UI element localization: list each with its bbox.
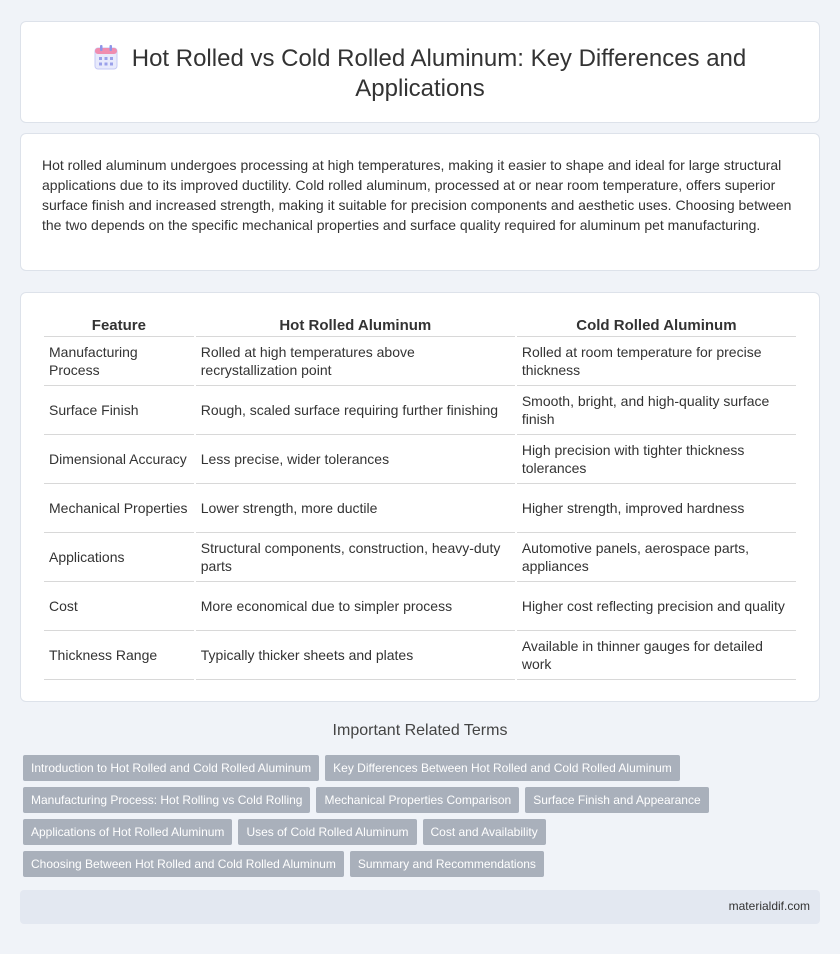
- cold-rolled-cell: Automotive panels, aerospace parts, appliances: [517, 533, 796, 582]
- related-term-link[interactable]: Choosing Between Hot Rolled and Cold Rolled Aluminum: [23, 851, 344, 877]
- page-title: [81, 44, 759, 104]
- hot-rolled-cell: Lower strength, more ductile: [196, 484, 515, 533]
- hot-rolled-cell: Rolled at high temperatures above recrystallization point: [196, 337, 515, 386]
- table-row: [44, 582, 796, 631]
- hot-rolled-cell: More economical due to simpler process: [196, 582, 515, 631]
- table-row: [44, 386, 796, 435]
- cold-rolled-cell: Higher strength, improved hardness: [517, 484, 796, 533]
- intro-paragraph: Hot rolled aluminum undergoes processing at high temperatures, making it easier to shape and ideal for large structural applications due to its improved ductility. Cold rolled aluminum, processed at or near room temperature, offers superior surface finish and increased strength, making it suitable for precision components and aesthetic uses. Choosing between the two depends on the specific mechanical properties and surface quality required for aluminum pet manufacturing.: [42, 157, 792, 233]
- feature-cell: Dimensional Accuracy: [44, 435, 194, 484]
- cold-rolled-cell: Rolled at room temperature for precise thickness: [517, 337, 796, 386]
- table-row: [44, 533, 796, 582]
- footer-site-link[interactable]: materialdif.com: [728, 899, 810, 913]
- related-term-link[interactable]: Applications of Hot Rolled Aluminum: [23, 819, 232, 845]
- related-term-link[interactable]: Cost and Availability: [423, 819, 546, 845]
- cold-rolled-cell: Smooth, bright, and high-quality surface finish: [517, 386, 796, 435]
- hot-rolled-cell: Structural components, construction, heavy-duty parts: [196, 533, 515, 582]
- related-term-link[interactable]: Introduction to Hot Rolled and Cold Rolled Aluminum: [23, 755, 319, 781]
- calendar-icon: [94, 44, 118, 70]
- related-terms-title: Important Related Terms: [332, 722, 508, 739]
- related-term-link[interactable]: Key Differences Between Hot Rolled and Cold Rolled Aluminum: [325, 755, 680, 781]
- related-term-link[interactable]: Mechanical Properties Comparison: [316, 787, 519, 813]
- feature-cell: Mechanical Properties: [44, 484, 194, 533]
- intro-card: [20, 133, 820, 271]
- hot-rolled-cell: Rough, scaled surface requiring further finishing: [196, 386, 515, 435]
- header-cold-rolled: Cold Rolled Aluminum: [517, 315, 796, 337]
- header-feature: Feature: [44, 315, 194, 337]
- related-term-link[interactable]: Uses of Cold Rolled Aluminum: [238, 819, 416, 845]
- comparison-card: [20, 292, 820, 702]
- table-header-row: [44, 315, 796, 337]
- related-terms-list: [23, 755, 813, 877]
- cold-rolled-cell: Higher cost reflecting precision and quality: [517, 582, 796, 631]
- footer: [20, 890, 820, 924]
- hot-rolled-cell: Less precise, wider tolerances: [196, 435, 515, 484]
- cold-rolled-cell: Available in thinner gauges for detailed work: [517, 631, 796, 680]
- related-term-link[interactable]: Summary and Recommendations: [350, 851, 544, 877]
- table-row: [44, 631, 796, 680]
- table-row: [44, 337, 796, 386]
- feature-cell: Thickness Range: [44, 631, 194, 680]
- related-term-link[interactable]: Manufacturing Process: Hot Rolling vs Cold Rolling: [23, 787, 310, 813]
- table-row: [44, 484, 796, 533]
- related-term-link[interactable]: Surface Finish and Appearance: [525, 787, 708, 813]
- feature-cell: Cost: [44, 582, 194, 631]
- page-title-text: Hot Rolled vs Cold Rolled Aluminum: Key Differences and Applications: [131, 45, 747, 102]
- hot-rolled-cell: Typically thicker sheets and plates: [196, 631, 515, 680]
- header-hot-rolled: Hot Rolled Aluminum: [196, 315, 515, 337]
- feature-cell: Applications: [44, 533, 194, 582]
- page-header: [81, 44, 759, 104]
- cold-rolled-cell: High precision with tighter thickness tolerances: [517, 435, 796, 484]
- comparison-table: [42, 315, 798, 680]
- title-card: [20, 21, 820, 123]
- feature-cell: Surface Finish: [44, 386, 194, 435]
- table-row: [44, 435, 796, 484]
- feature-cell: Manufacturing Process: [44, 337, 194, 386]
